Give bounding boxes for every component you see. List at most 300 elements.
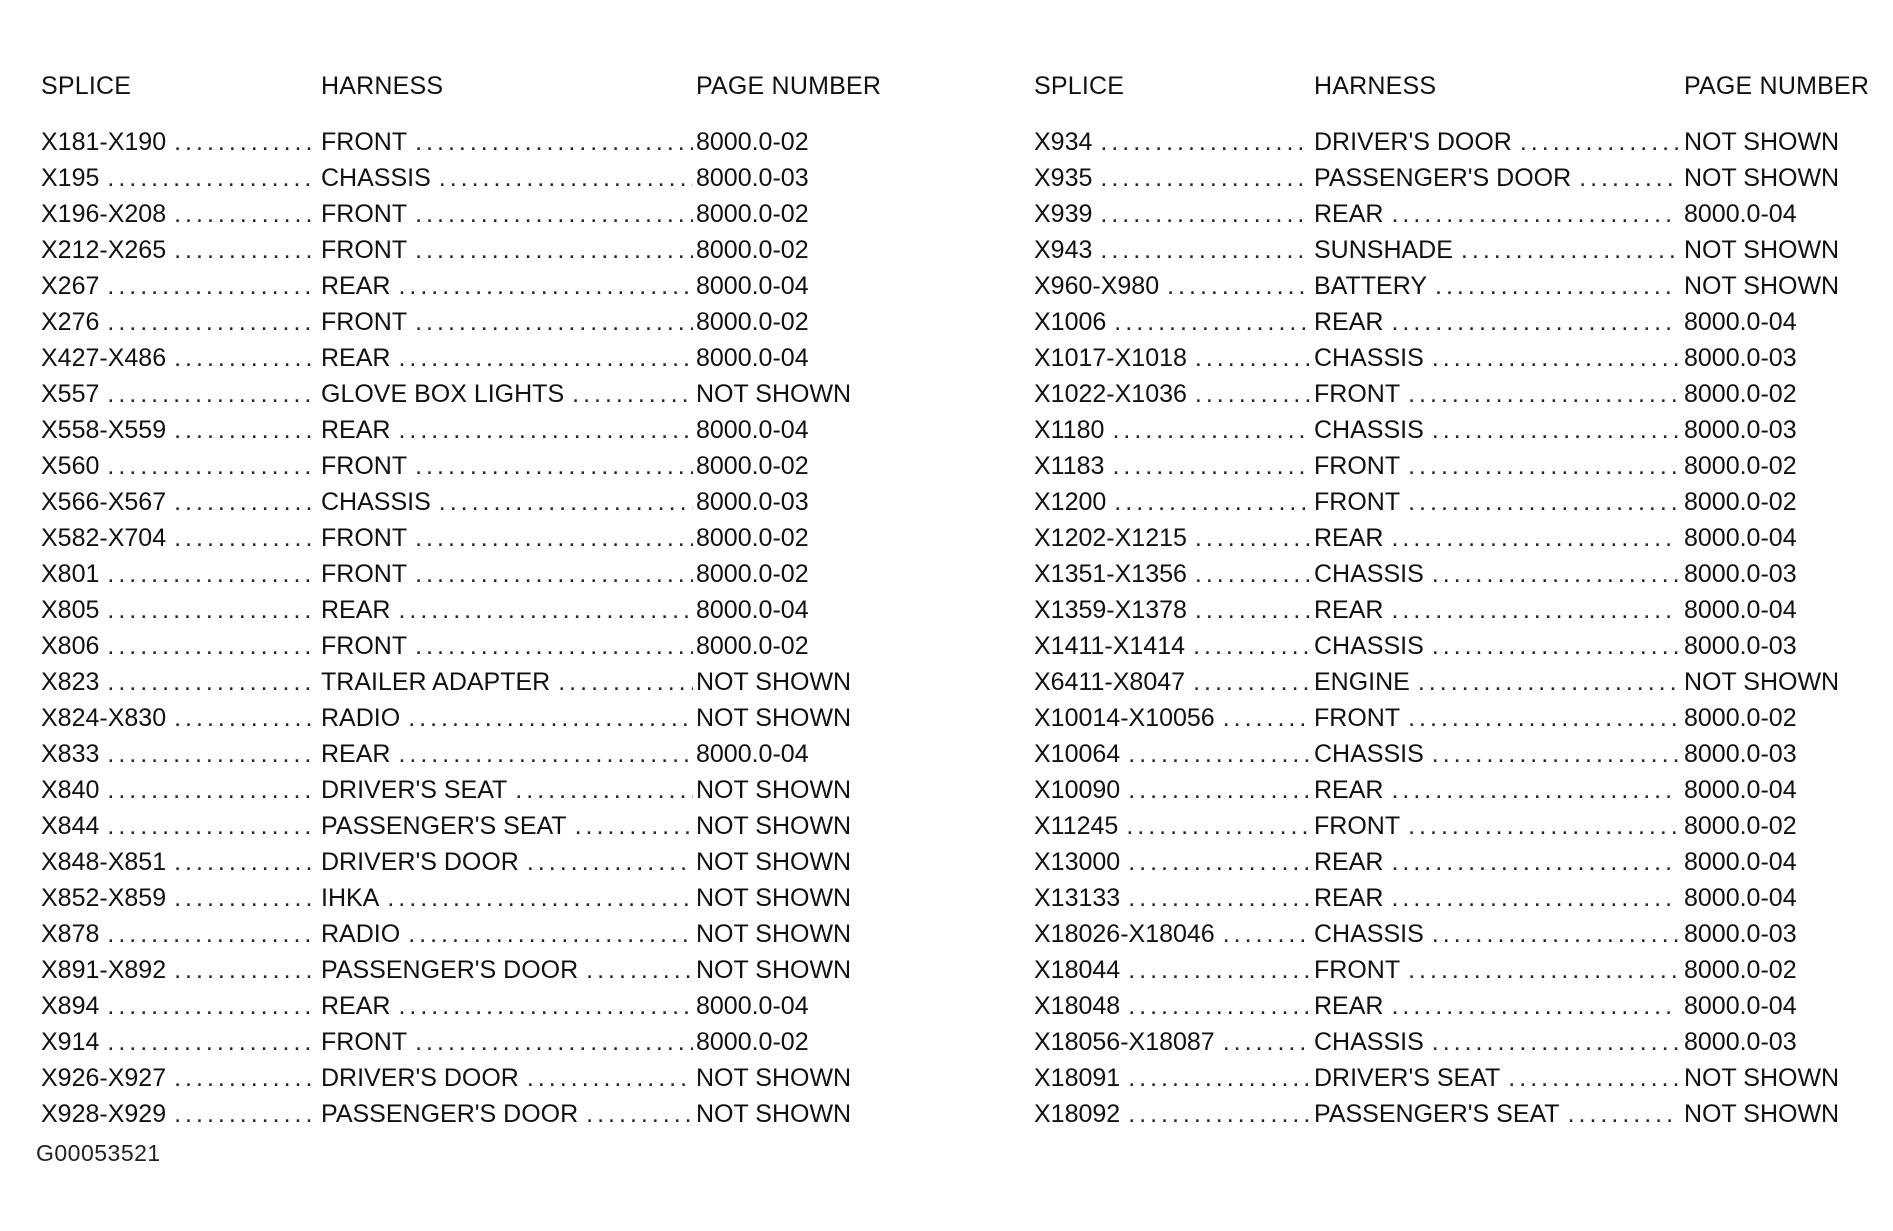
splice-text: X878 <box>41 920 107 949</box>
dot-leader <box>174 128 316 157</box>
harness-text: PASSENGER'S SEAT <box>321 812 575 841</box>
dot-leader <box>107 308 316 337</box>
page-number-cell: 8000.0-02 <box>1684 380 1797 408</box>
splice-text: X848-X851 <box>41 848 174 877</box>
harness-cell <box>321 452 693 481</box>
dot-leader <box>1195 560 1309 589</box>
table-row <box>1034 884 1879 920</box>
harness-text: CHASSIS <box>1314 416 1432 445</box>
harness-text: REAR <box>321 272 398 301</box>
splice-text: X806 <box>41 632 107 661</box>
page-number-cell: 8000.0-04 <box>696 344 809 372</box>
splice-text: X935 <box>1034 164 1100 193</box>
harness-text: FRONT <box>321 524 415 553</box>
page-number-cell: 8000.0-04 <box>1684 848 1797 876</box>
page-number-cell: 8000.0-04 <box>1684 308 1797 336</box>
page-number-cell: 8000.0-04 <box>696 596 809 624</box>
dot-leader <box>1418 668 1678 697</box>
splice-cell <box>1034 812 1309 841</box>
dot-leader <box>1461 236 1678 265</box>
harness-text: REAR <box>1314 884 1391 913</box>
harness-cell <box>1314 164 1678 193</box>
splice-cell <box>41 1100 316 1129</box>
harness-cell <box>321 560 693 589</box>
harness-text: FRONT <box>321 1028 415 1057</box>
table-row <box>1034 560 1879 596</box>
dot-leader <box>558 668 693 697</box>
table-row <box>1034 740 1879 776</box>
table-row <box>1034 1028 1879 1064</box>
table-row <box>41 848 901 884</box>
harness-cell <box>321 920 693 949</box>
header-harness: HARNESS <box>1314 72 1437 100</box>
dot-leader <box>1408 488 1678 517</box>
splice-text: X926-X927 <box>41 1064 174 1093</box>
splice-cell <box>41 740 316 769</box>
splice-cell <box>41 668 316 697</box>
splice-cell <box>1034 200 1309 229</box>
dot-leader <box>387 884 693 913</box>
harness-text: RADIO <box>321 920 408 949</box>
table-row <box>41 344 901 380</box>
harness-text: DRIVER'S SEAT <box>1314 1064 1508 1093</box>
page-number-cell: 8000.0-02 <box>696 1028 809 1056</box>
dot-leader <box>415 1028 693 1057</box>
harness-cell <box>1314 632 1678 661</box>
table-row <box>1034 1064 1879 1100</box>
harness-cell <box>321 812 693 841</box>
harness-text: REAR <box>1314 992 1391 1021</box>
dot-leader <box>1391 848 1678 877</box>
harness-cell <box>1314 128 1678 157</box>
splice-text: X1411-X1414 <box>1034 632 1193 661</box>
splice-text: X894 <box>41 992 107 1021</box>
harness-cell <box>321 956 693 985</box>
dot-leader <box>1391 776 1678 805</box>
page-number-cell: 8000.0-02 <box>696 128 809 156</box>
harness-text: PASSENGER'S DOOR <box>321 956 586 985</box>
dot-leader <box>1520 128 1678 157</box>
dot-leader <box>586 956 693 985</box>
page-number-cell: 8000.0-03 <box>1684 632 1797 660</box>
dot-leader <box>1223 704 1309 733</box>
dot-leader <box>1193 668 1309 697</box>
splice-text: X212-X265 <box>41 236 174 265</box>
dot-leader <box>1391 992 1678 1021</box>
header-splice: SPLICE <box>41 72 132 100</box>
splice-text: X928-X929 <box>41 1100 174 1129</box>
dot-leader <box>575 812 693 841</box>
dot-leader <box>1408 704 1678 733</box>
harness-text: FRONT <box>1314 704 1408 733</box>
splice-text: X18048 <box>1034 992 1128 1021</box>
page-number-cell: NOT SHOWN <box>696 920 852 948</box>
page-number-cell: 8000.0-03 <box>1684 920 1797 948</box>
header-page-number: PAGE NUMBER <box>1684 72 1870 100</box>
dot-leader <box>107 920 316 949</box>
dot-leader <box>398 272 693 301</box>
table-row <box>1034 488 1879 524</box>
splice-text: X557 <box>41 380 107 409</box>
page-number-cell: 8000.0-02 <box>696 452 809 480</box>
harness-text: FRONT <box>1314 452 1408 481</box>
harness-cell <box>321 1100 693 1129</box>
harness-cell <box>1314 668 1678 697</box>
harness-text: IHKA <box>321 884 387 913</box>
splice-text: X934 <box>1034 128 1100 157</box>
splice-text: X558-X559 <box>41 416 174 445</box>
harness-text: REAR <box>321 992 398 1021</box>
harness-cell <box>321 272 693 301</box>
figure-id: G00053521 <box>36 1140 161 1166</box>
table-row <box>41 632 901 668</box>
dot-leader <box>527 848 693 877</box>
harness-cell <box>321 344 693 373</box>
splice-cell <box>1034 452 1309 481</box>
harness-cell <box>321 1064 693 1093</box>
splice-cell <box>1034 668 1309 697</box>
dot-leader <box>1128 776 1309 805</box>
harness-text: FRONT <box>1314 956 1408 985</box>
splice-text: X276 <box>41 308 107 337</box>
table-row <box>1034 1100 1879 1136</box>
harness-text: REAR <box>1314 524 1391 553</box>
dot-leader <box>1408 812 1678 841</box>
harness-text: DRIVER'S DOOR <box>321 848 527 877</box>
splice-text: X960-X980 <box>1034 272 1167 301</box>
splice-text: X823 <box>41 668 107 697</box>
page-number-cell: 8000.0-02 <box>1684 488 1797 516</box>
harness-cell <box>1314 956 1678 985</box>
dot-leader <box>107 272 316 301</box>
harness-text: FRONT <box>321 236 415 265</box>
splice-text: X1183 <box>1034 452 1112 481</box>
table-row <box>1034 776 1879 812</box>
dot-leader <box>1432 1028 1678 1057</box>
table-row <box>41 1100 901 1136</box>
splice-text: X10064 <box>1034 740 1128 769</box>
splice-text: X914 <box>41 1028 107 1057</box>
dot-leader <box>174 704 316 733</box>
splice-text: X427-X486 <box>41 344 174 373</box>
splice-cell <box>41 164 316 193</box>
dot-leader <box>1579 164 1678 193</box>
splice-cell <box>1034 1064 1309 1093</box>
dot-leader <box>586 1100 693 1129</box>
harness-cell <box>1314 992 1678 1021</box>
page-number-cell: NOT SHOWN <box>1684 272 1840 300</box>
splice-text: X844 <box>41 812 107 841</box>
harness-text: PASSENGER'S DOOR <box>321 1100 586 1129</box>
page-number-cell: NOT SHOWN <box>1684 1064 1840 1092</box>
harness-text: FRONT <box>321 632 415 661</box>
dot-leader <box>1391 200 1678 229</box>
dot-leader <box>439 164 693 193</box>
splice-cell <box>1034 560 1309 589</box>
splice-cell <box>1034 920 1309 949</box>
page-number-cell: 8000.0-04 <box>1684 776 1797 804</box>
harness-text: FRONT <box>321 452 415 481</box>
dot-leader <box>1568 1100 1678 1129</box>
page-number-cell: 8000.0-03 <box>1684 416 1797 444</box>
harness-cell <box>321 308 693 337</box>
harness-cell <box>1314 200 1678 229</box>
page-number-cell: 8000.0-03 <box>1684 740 1797 768</box>
harness-cell <box>1314 812 1678 841</box>
dot-leader <box>174 488 316 517</box>
splice-text: X267 <box>41 272 107 301</box>
splice-text: X1200 <box>1034 488 1114 517</box>
harness-cell <box>321 380 693 409</box>
page-number-cell: 8000.0-02 <box>696 236 809 264</box>
splice-cell <box>1034 344 1309 373</box>
page-number-cell: NOT SHOWN <box>696 884 852 912</box>
splice-cell <box>1034 416 1309 445</box>
dot-leader <box>1100 200 1309 229</box>
dot-leader <box>1100 236 1309 265</box>
harness-text: ENGINE <box>1314 668 1418 697</box>
splice-text: X582-X704 <box>41 524 174 553</box>
splice-text: X1006 <box>1034 308 1114 337</box>
harness-cell <box>1314 488 1678 517</box>
dot-leader <box>415 632 693 661</box>
harness-cell <box>1314 452 1678 481</box>
dot-leader <box>408 704 693 733</box>
table-row <box>41 1064 901 1100</box>
splice-cell <box>1034 704 1309 733</box>
splice-text: X833 <box>41 740 107 769</box>
harness-cell <box>1314 308 1678 337</box>
splice-text: X18091 <box>1034 1064 1128 1093</box>
page-number-cell: 8000.0-03 <box>696 164 809 192</box>
harness-cell <box>1314 848 1678 877</box>
dot-leader <box>1114 488 1309 517</box>
splice-text: X566-X567 <box>41 488 174 517</box>
harness-cell <box>321 524 693 553</box>
harness-cell <box>321 632 693 661</box>
table-header <box>41 68 901 128</box>
page-number-cell: NOT SHOWN <box>1684 236 1840 264</box>
dot-leader <box>1432 560 1678 589</box>
splice-cell <box>1034 272 1309 301</box>
page-number-cell: 8000.0-02 <box>1684 956 1797 984</box>
dot-leader <box>398 596 693 625</box>
harness-text: REAR <box>321 344 398 373</box>
splice-cell <box>1034 524 1309 553</box>
harness-cell <box>1314 740 1678 769</box>
page-number-cell: 8000.0-04 <box>1684 884 1797 912</box>
harness-cell <box>321 236 693 265</box>
harness-cell <box>1314 344 1678 373</box>
dot-leader <box>1193 632 1309 661</box>
header-splice: SPLICE <box>1034 72 1125 100</box>
dot-leader <box>415 200 693 229</box>
table-row <box>41 272 901 308</box>
splice-cell <box>1034 596 1309 625</box>
page-number-cell: 8000.0-04 <box>696 740 809 768</box>
harness-text: DRIVER'S SEAT <box>321 776 515 805</box>
dot-leader <box>1128 1100 1309 1129</box>
splice-cell <box>41 776 316 805</box>
page-number-cell: 8000.0-02 <box>696 632 809 660</box>
dot-leader <box>1432 920 1678 949</box>
table-body <box>1034 128 1879 1136</box>
splice-cell <box>1034 848 1309 877</box>
page-number-cell: NOT SHOWN <box>1684 668 1840 696</box>
page-number-cell: 8000.0-02 <box>1684 704 1797 732</box>
page-number-cell: NOT SHOWN <box>696 1100 852 1128</box>
dot-leader <box>1128 992 1309 1021</box>
dot-leader <box>107 380 316 409</box>
harness-text: FRONT <box>1314 380 1408 409</box>
dot-leader <box>1391 524 1678 553</box>
page-number-cell: 8000.0-04 <box>696 992 809 1020</box>
harness-text: REAR <box>321 416 398 445</box>
header-page-number: PAGE NUMBER <box>696 72 882 100</box>
page-number-cell: 8000.0-04 <box>1684 200 1797 228</box>
table-body <box>41 128 901 1136</box>
table-row <box>1034 200 1879 236</box>
dot-leader <box>174 200 316 229</box>
dot-leader <box>1408 380 1678 409</box>
splice-text: X840 <box>41 776 107 805</box>
splice-text: X1022-X1036 <box>1034 380 1195 409</box>
table-row <box>41 776 901 812</box>
splice-cell <box>1034 776 1309 805</box>
table-row <box>41 884 901 920</box>
page-number-cell: 8000.0-02 <box>696 560 809 588</box>
splice-cell <box>41 560 316 589</box>
dot-leader <box>415 560 693 589</box>
harness-cell <box>1314 524 1678 553</box>
table-row <box>1034 632 1879 668</box>
splice-text: X1359-X1378 <box>1034 596 1195 625</box>
splice-cell <box>1034 884 1309 913</box>
splice-cell <box>1034 740 1309 769</box>
dot-leader <box>1128 740 1309 769</box>
dot-leader <box>1128 848 1309 877</box>
harness-cell <box>1314 920 1678 949</box>
page-number-cell: NOT SHOWN <box>696 704 852 732</box>
splice-text: X18092 <box>1034 1100 1128 1129</box>
splice-text: X801 <box>41 560 107 589</box>
dot-leader <box>398 416 693 445</box>
page-number-cell: 8000.0-03 <box>1684 1028 1797 1056</box>
page-number-cell: NOT SHOWN <box>696 380 852 408</box>
dot-leader <box>174 416 316 445</box>
splice-cell <box>1034 1028 1309 1057</box>
splice-cell <box>1034 236 1309 265</box>
dot-leader <box>1223 920 1309 949</box>
page-number-cell: NOT SHOWN <box>696 812 852 840</box>
dot-leader <box>527 1064 693 1093</box>
harness-text: REAR <box>1314 308 1391 337</box>
splice-text: X11245 <box>1034 812 1126 841</box>
table-row <box>41 488 901 524</box>
splice-text: X6411-X8047 <box>1034 668 1193 697</box>
harness-text: CHASSIS <box>321 164 439 193</box>
dot-leader <box>107 164 316 193</box>
harness-cell <box>321 1028 693 1057</box>
page-number-cell: NOT SHOWN <box>1684 164 1840 192</box>
harness-cell <box>1314 560 1678 589</box>
splice-cell <box>41 812 316 841</box>
splice-cell <box>41 704 316 733</box>
harness-cell <box>321 596 693 625</box>
dot-leader <box>1432 632 1678 661</box>
table-row <box>1034 380 1879 416</box>
harness-text: DRIVER'S DOOR <box>321 1064 527 1093</box>
table-row <box>1034 308 1879 344</box>
harness-text: SUNSHADE <box>1314 236 1461 265</box>
harness-text: RADIO <box>321 704 408 733</box>
dot-leader <box>1114 308 1309 337</box>
page-number-cell: 8000.0-02 <box>1684 452 1797 480</box>
harness-text: CHASSIS <box>321 488 439 517</box>
harness-cell <box>1314 416 1678 445</box>
splice-text: X560 <box>41 452 107 481</box>
table-row <box>41 452 901 488</box>
dot-leader <box>398 344 693 373</box>
page-number-cell: 8000.0-04 <box>696 272 809 300</box>
dot-leader <box>1391 596 1678 625</box>
table-row <box>41 1028 901 1064</box>
page-number-cell: 8000.0-03 <box>696 488 809 516</box>
harness-text: FRONT <box>321 128 415 157</box>
table-row <box>41 956 901 992</box>
harness-cell <box>321 668 693 697</box>
dot-leader <box>107 992 316 1021</box>
table-row <box>41 524 901 560</box>
dot-leader <box>1126 812 1309 841</box>
harness-cell <box>321 416 693 445</box>
table-row <box>1034 344 1879 380</box>
harness-text: FRONT <box>321 200 415 229</box>
harness-cell <box>1314 272 1678 301</box>
splice-text: X196-X208 <box>41 200 174 229</box>
dot-leader <box>1408 956 1678 985</box>
dot-leader <box>1195 380 1309 409</box>
splice-cell <box>41 596 316 625</box>
table-row <box>41 704 901 740</box>
splice-text: X891-X892 <box>41 956 174 985</box>
table-header <box>1034 68 1879 128</box>
dot-leader <box>1435 272 1678 301</box>
splice-cell <box>41 452 316 481</box>
splice-cell <box>41 920 316 949</box>
harness-text: REAR <box>321 740 398 769</box>
table-row <box>1034 416 1879 452</box>
harness-cell <box>321 776 693 805</box>
dot-leader <box>1128 956 1309 985</box>
page-number-cell: NOT SHOWN <box>696 776 852 804</box>
harness-cell <box>321 740 693 769</box>
header-harness: HARNESS <box>321 72 444 100</box>
dot-leader <box>1112 452 1309 481</box>
table-row <box>41 668 901 704</box>
splice-text: X18044 <box>1034 956 1128 985</box>
dot-leader <box>1195 596 1309 625</box>
harness-text: PASSENGER'S SEAT <box>1314 1100 1568 1129</box>
splice-text: X18056-X18087 <box>1034 1028 1223 1057</box>
table-row <box>41 992 901 1028</box>
table-row <box>1034 272 1879 308</box>
dot-leader <box>415 308 693 337</box>
harness-text: CHASSIS <box>1314 560 1432 589</box>
table-row <box>1034 956 1879 992</box>
dot-leader <box>1432 344 1678 373</box>
dot-leader <box>515 776 693 805</box>
